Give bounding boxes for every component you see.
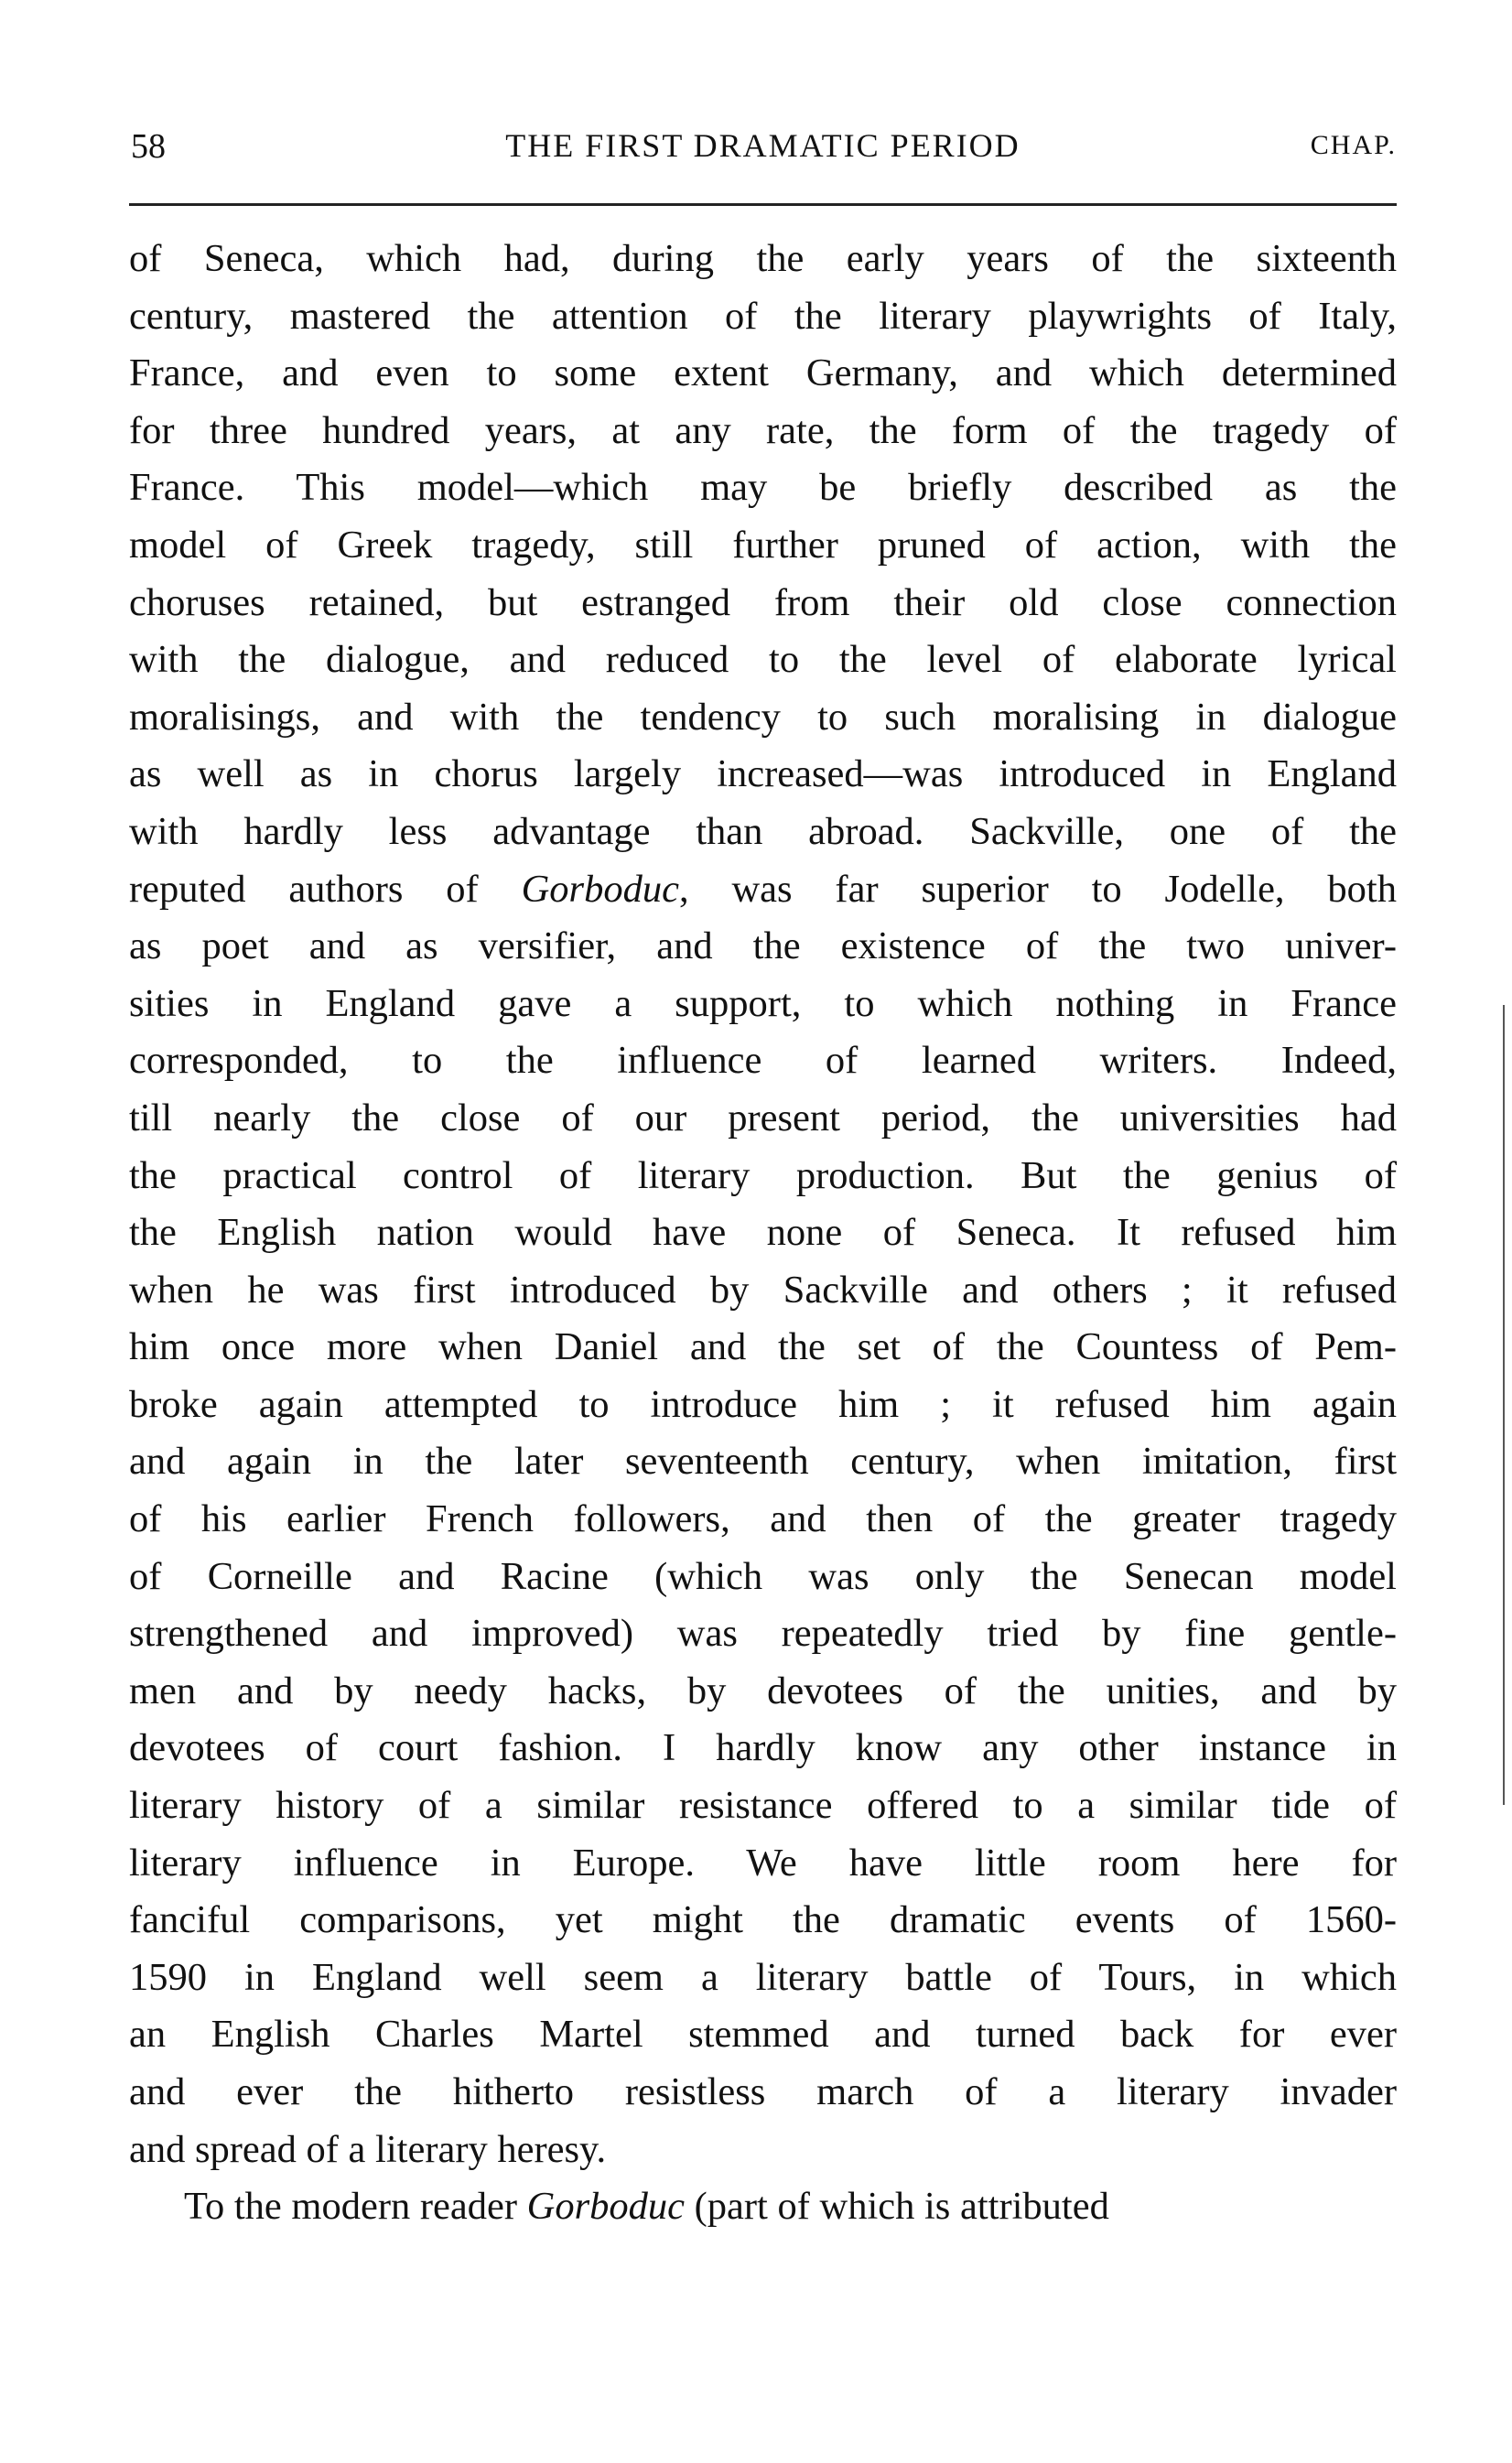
line-text: century, mastered the attention of the literary playwrights of Italy, bbox=[129, 294, 1397, 338]
text-line bbox=[129, 689, 1397, 747]
line-text: when he was first introduced by Sackville and others ; it refused bbox=[129, 1268, 1397, 1312]
italic-title: Gorboduc bbox=[526, 2185, 685, 2229]
line-text: (part of which is attributed bbox=[685, 2185, 1109, 2229]
line-text: till nearly the close of our present period, the universities had bbox=[129, 1096, 1397, 1140]
text-line bbox=[129, 1433, 1397, 1491]
line-text: an English Charles Martel stemmed and turned back for ever bbox=[129, 2013, 1397, 2057]
line-text: France, and even to some extent Germany, and which determined bbox=[129, 351, 1397, 395]
text-line bbox=[129, 575, 1397, 632]
text-line bbox=[129, 517, 1397, 575]
chapter-label: CHAP. bbox=[1310, 130, 1397, 160]
page-edge-line bbox=[1503, 1005, 1505, 1805]
text-line bbox=[129, 1549, 1397, 1606]
text-line bbox=[129, 459, 1397, 517]
text-line bbox=[129, 1491, 1397, 1549]
text-line bbox=[129, 345, 1397, 403]
line-text: and spread of a literary heresy. bbox=[129, 2127, 607, 2171]
line-text: sities in England gave a support, to which nothing in France bbox=[129, 981, 1397, 1025]
text-line bbox=[129, 1319, 1397, 1377]
header-rule bbox=[129, 203, 1397, 206]
text-line bbox=[129, 746, 1397, 804]
line-text: as well as in chorus largely increased—was introduced in England bbox=[129, 752, 1397, 796]
line-text: To the modern reader bbox=[184, 2185, 527, 2229]
line-text: broke again attempted to introduce him ; it refused him again bbox=[129, 1382, 1397, 1426]
text-line bbox=[129, 1090, 1397, 1148]
text-line bbox=[129, 1892, 1397, 1950]
text-line bbox=[129, 2178, 1397, 2236]
line-text: reputed authors of bbox=[129, 867, 522, 911]
text-line bbox=[129, 632, 1397, 689]
body-text bbox=[129, 231, 1397, 2236]
text-line bbox=[129, 2064, 1397, 2122]
line-text: the practical control of literary production. But the genius of bbox=[129, 1153, 1397, 1197]
line-text: literary influence in Europe. We have little room here for bbox=[129, 1841, 1397, 1885]
text-line bbox=[129, 2122, 1397, 2179]
text-line bbox=[129, 1377, 1397, 1434]
text-line bbox=[129, 403, 1397, 460]
running-title: THE FIRST DRAMATIC PERIOD bbox=[505, 127, 1021, 164]
line-text: literary history of a similar resistance offered to a similar tide of bbox=[129, 1784, 1397, 1828]
text-line bbox=[129, 861, 1397, 919]
italic-title: Gorboduc bbox=[521, 867, 679, 911]
text-line bbox=[129, 804, 1397, 861]
text-line bbox=[129, 1605, 1397, 1663]
line-text: strengthened and improved) was repeatedly tried by fine gentle- bbox=[129, 1612, 1397, 1656]
line-text: choruses retained, but estranged from their old close connection bbox=[129, 580, 1397, 624]
line-text: of his earlier French followers, and then of the greater tragedy bbox=[129, 1497, 1397, 1541]
text-line bbox=[129, 1777, 1397, 1835]
text-line bbox=[129, 1032, 1397, 1090]
line-text: , was far superior to Jodelle, both bbox=[678, 867, 1397, 911]
text-line bbox=[129, 1663, 1397, 1721]
line-text: model of Greek tragedy, still further pruned of action, with the bbox=[129, 523, 1397, 567]
text-line bbox=[129, 918, 1397, 976]
text-line bbox=[129, 1148, 1397, 1205]
text-line bbox=[129, 2006, 1397, 2064]
text-line bbox=[129, 976, 1397, 1033]
line-text: fanciful comparisons, yet might the dramatic events of 1560- bbox=[129, 1898, 1397, 1942]
line-text: and ever the hitherto resistless march of a literary invader bbox=[129, 2070, 1397, 2113]
line-text: 1590 in England well seem a literary battle of Tours, in which bbox=[129, 1955, 1397, 1999]
line-text: of Corneille and Racine (which was only the Senecan model bbox=[129, 1554, 1397, 1598]
text-line bbox=[129, 1204, 1397, 1262]
text-line bbox=[129, 1950, 1397, 2007]
line-text: corresponded, to the influence of learned writers. Indeed, bbox=[129, 1039, 1397, 1083]
text-line bbox=[129, 1262, 1397, 1320]
text-line bbox=[129, 288, 1397, 346]
line-text: with hardly less advantage than abroad. Sackville, one of the bbox=[129, 809, 1397, 853]
text-line bbox=[129, 1720, 1397, 1777]
running-header bbox=[129, 126, 1397, 172]
line-text: for three hundred years, at any rate, the form of the tragedy of bbox=[129, 408, 1397, 452]
page-number: 58 bbox=[131, 127, 166, 166]
line-text: of Seneca, which had, during the early years of the sixteenth bbox=[129, 237, 1397, 280]
line-text: him once more when Daniel and the set of the Countess of Pem- bbox=[129, 1325, 1397, 1369]
line-text: moralisings, and with the tendency to such moralising in dialogue bbox=[129, 695, 1397, 739]
text-line bbox=[129, 1835, 1397, 1893]
line-text: France. This model—which may be briefly described as the bbox=[129, 466, 1397, 510]
line-text: the English nation would have none of Seneca. It refused him bbox=[129, 1211, 1397, 1255]
line-text: and again in the later seventeenth century, when imitation, first bbox=[129, 1440, 1397, 1484]
line-text: men and by needy hacks, by devotees of the unities, and by bbox=[129, 1669, 1397, 1712]
line-text: with the dialogue, and reduced to the level of elaborate lyrical bbox=[129, 638, 1397, 682]
line-text: devotees of court fashion. I hardly know any other instance in bbox=[129, 1726, 1397, 1770]
line-text: as poet and as versifier, and the existence of the two univer- bbox=[129, 924, 1397, 968]
text-line bbox=[129, 231, 1397, 288]
